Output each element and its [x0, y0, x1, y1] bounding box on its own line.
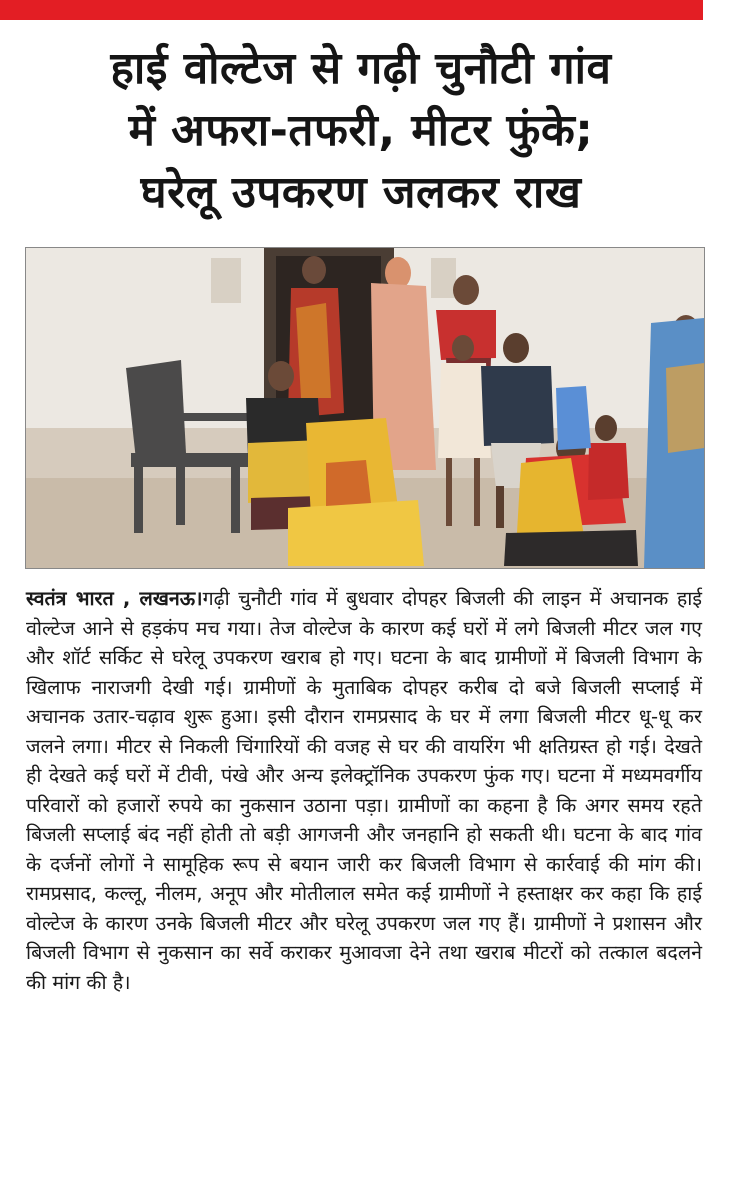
article-body [26, 584, 702, 997]
headline-line-1: हाई वोल्टेज से गढ़ी चुनौटी गांव [110, 43, 612, 94]
article-text: गढ़ी चुनौटी गांव में बुधवार दोपहर बिजली की लाइन में अचानक हाई वोल्टेज आने से हड़कंप मच गया। तेज वोल्टेज के कारण कई घरों में लगे बिजली मीटर जल गए और शॉर्ट सर्किट से घरेलू उपकरण खराब हो गए। घटना के बाद ग्रामीणों में बिजली विभाग के खिलाफ नाराजगी देखी गई। ग्रामीणों के मुताबिक दोपहर करीब दो बजे बिजली सप्लाई में अचानक उतार-चढ़ाव शुरू हुआ। इसी दौरान रामप्रसाद के घर में लगा बिजली मीटर धू-धू कर जलने लगा। मीटर से निकली चिंगारियों की वजह से घर की वायरिंग भी क्षतिग्रस्त हो गई। देखते ही देखते कई घरों में टीवी, पंखे और अन्य इलेक्ट्रॉनिक उपकरण फुंक गए। घटना में मध्यमवर्गीय परिवारों को हजारों रुपये का नुकसान उठाना पड़ा। ग्रामीणों का कहना है कि अगर समय रहते बिजली सप्लाई बंद नहीं होती तो बड़ी आगजनी और जनहानि हो सकती थी। घटना के बाद गांव के दर्जनों लोगों ने सामूहिक रूप से बयान जारी कर बिजली विभाग से कार्रवाई की मांग की। रामप्रसाद, कल्लू, नीलम, अनूप और मोतीलाल समेत कई ग्रामीणों ने हस्ताक्षर कर कहा कि हाई वोल्टेज के कारण उनके बिजली मीटर और घरेलू उपकरण जल गए हैं। ग्रामीणों ने प्रशासन और बिजली विभाग से नुकसान का सर्वे कराकर मुआवजा देने तथा खराब मीटरों को तत्काल बदलने की मांग की है। [26, 587, 702, 994]
article-dateline: स्वतंत्र भारत , लखनऊ। [26, 587, 203, 610]
news-photo [25, 247, 705, 569]
photo-illustration [26, 248, 704, 568]
top-accent-bar [0, 0, 703, 20]
headline-line-2: में अफरा-तफरी, मीटर फुंके; [128, 105, 594, 156]
headline-line-3: घरेलू उपकरण जलकर राख [140, 167, 582, 218]
headline [0, 38, 722, 224]
